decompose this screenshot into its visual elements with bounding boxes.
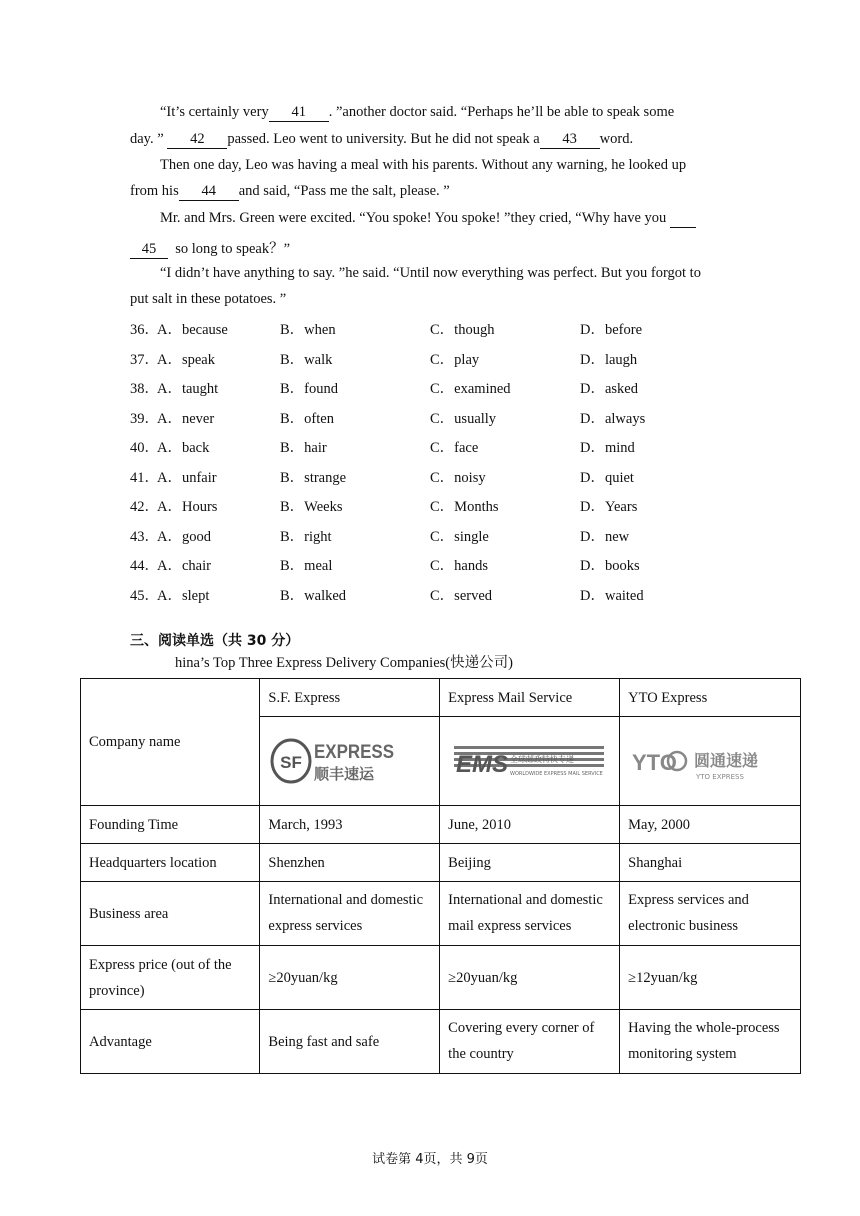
table-cell: ≥20yuan/kg xyxy=(440,946,620,1010)
passage-line-4 xyxy=(130,183,450,201)
option-d: D．laugh xyxy=(580,351,638,368)
passage-line-6 xyxy=(130,237,290,259)
table-cell: Shanghai xyxy=(620,844,801,882)
option-a: A．Hours xyxy=(157,499,218,515)
company-yto-name: YTO Express xyxy=(620,679,801,717)
option-a: A．never xyxy=(157,410,215,427)
option-d: D．asked xyxy=(580,381,638,397)
passage-text: Mr. and Mrs. Green were excited. “You spoke! You spoke! ”they cried, “Why have you xyxy=(160,210,667,226)
question-number: 44． xyxy=(130,558,159,574)
option-d: D．mind xyxy=(580,440,635,456)
option-d: D．books xyxy=(580,558,640,574)
option-b: B．meal xyxy=(280,558,333,574)
question-number: 39． xyxy=(130,410,159,427)
option-row xyxy=(130,407,750,427)
table-title: hina’s Top Three Express Delivery Companies(快递公司) xyxy=(175,655,513,671)
question-number: 37． xyxy=(130,351,159,368)
table-cell: June, 2010 xyxy=(440,806,620,844)
option-b: B．when xyxy=(280,322,336,338)
passage-line-5 xyxy=(160,210,696,228)
yto-logo xyxy=(628,734,768,788)
passage-line-7: “I didn’t have anything to say. ”he said. “Until now everything was perfect. But you forgot to xyxy=(160,265,701,281)
option-b: B．right xyxy=(280,528,332,545)
option-b: B．often xyxy=(280,410,334,427)
table-cell: Being fast and safe xyxy=(260,1010,440,1074)
table-cell: ≥12yuan/kg xyxy=(620,946,801,1010)
option-c: C．single xyxy=(430,528,489,545)
sf-logo xyxy=(268,734,398,788)
sf-logo-main: EXPRESS xyxy=(314,742,395,763)
yto-logo-sub: YTO EXPRESS xyxy=(696,773,745,781)
option-c: C．though xyxy=(430,322,495,338)
blank-41: 41 xyxy=(269,104,329,122)
option-row xyxy=(130,554,750,574)
company-name-label: Company name xyxy=(81,679,260,806)
option-c: C．served xyxy=(430,587,493,604)
question-number: 42． xyxy=(130,499,159,515)
row-label: Express price (out of the province) xyxy=(81,946,260,1010)
passage-text: word. xyxy=(599,131,634,147)
ems-logo-main: EMS xyxy=(456,751,509,778)
passage-line-2 xyxy=(130,131,633,149)
option-c: C．Months xyxy=(430,499,499,515)
section-heading: 三、阅读单选（共 30 分） xyxy=(130,633,300,649)
option-row xyxy=(130,495,750,515)
ems-logo-cell xyxy=(440,717,620,806)
table-cell: Shenzhen xyxy=(260,844,440,882)
option-b: B．found xyxy=(280,381,338,397)
passage-text: “It’s certainly very xyxy=(160,104,269,120)
option-d: D．waited xyxy=(580,587,644,604)
option-d: D．always xyxy=(580,410,646,427)
question-number: 43． xyxy=(130,528,159,545)
question-number: 45． xyxy=(130,587,159,604)
question-number: 40． xyxy=(130,440,159,456)
option-d: D．quiet xyxy=(580,469,634,486)
option-a: A．good xyxy=(157,528,211,545)
option-b: B．walk xyxy=(280,351,333,368)
option-a: A．unfair xyxy=(157,469,217,486)
passage-text: day. ” xyxy=(130,131,164,147)
option-row xyxy=(130,318,750,338)
table-cell: Covering every corner of the country xyxy=(440,1010,620,1074)
yto-logo-main: YTO xyxy=(632,750,677,775)
option-a: A．taught xyxy=(157,381,219,397)
table-cell: Beijing xyxy=(440,844,620,882)
passage-text: from his xyxy=(130,183,179,199)
option-b: B．walked xyxy=(280,587,347,604)
option-row xyxy=(130,348,750,368)
company-sf-name: S.F. Express xyxy=(260,679,440,717)
option-row xyxy=(130,584,750,604)
blank-45: 45 xyxy=(130,241,168,259)
option-d: D．before xyxy=(580,322,643,338)
ems-logo xyxy=(448,734,608,788)
option-row xyxy=(130,466,750,486)
question-number: 36． xyxy=(130,322,159,338)
page-footer: 试卷第 4页，共 9页 xyxy=(372,1152,488,1167)
table-cell: International and domestic express services xyxy=(260,882,440,946)
ems-logo-cn: 全球邮政特快专递 xyxy=(510,755,575,764)
row-label: Advantage xyxy=(81,1010,260,1074)
passage-text: passed. Leo went to university. But he did not speak a xyxy=(227,131,540,147)
blank-45-pre xyxy=(670,210,696,228)
table-cell: Express services and electronic business xyxy=(620,882,801,946)
sf-logo-cell xyxy=(260,717,440,806)
passage-text: so long to speak？” xyxy=(175,241,291,257)
option-b: B．strange xyxy=(280,469,347,486)
table-cell: Having the whole-process monitoring system xyxy=(620,1010,801,1074)
passage-line-1 xyxy=(160,104,674,122)
option-a: A．because xyxy=(157,322,228,338)
option-a: A．slept xyxy=(157,587,210,604)
option-a: A．chair xyxy=(157,558,211,574)
table-cell: May, 2000 xyxy=(620,806,801,844)
express-table xyxy=(80,678,801,1074)
blank-42: 42 xyxy=(167,131,227,149)
option-c: C．noisy xyxy=(430,469,486,486)
option-c: C．hands xyxy=(430,558,488,574)
question-number: 38． xyxy=(130,381,159,397)
option-row xyxy=(130,436,750,456)
option-c: C．play xyxy=(430,351,480,368)
passage-line-8: put salt in these potatoes. ” xyxy=(130,291,287,307)
blank-43: 43 xyxy=(540,131,600,149)
yto-logo-cell xyxy=(620,717,801,806)
option-d: D．Years xyxy=(580,499,638,515)
option-row xyxy=(130,525,750,545)
option-c: C．face xyxy=(430,440,479,456)
table-cell: March, 1993 xyxy=(260,806,440,844)
option-b: B．Weeks xyxy=(280,499,343,515)
option-row xyxy=(130,377,750,397)
blank-44: 44 xyxy=(179,183,239,201)
company-ems-name: Express Mail Service xyxy=(440,679,620,717)
row-label: Business area xyxy=(81,882,260,946)
sf-logo-cn: 顺丰速运 xyxy=(314,765,375,783)
yto-logo-cn: 圆通速递 xyxy=(694,751,759,770)
passage-text: and said, “Pass me the salt, please. ” xyxy=(238,183,450,199)
question-number: 41． xyxy=(130,469,159,486)
passage-text: . ”another doctor said. “Perhaps he’ll be able to speak some xyxy=(328,104,675,120)
row-label: Headquarters location xyxy=(81,844,260,882)
passage-line-3: Then one day, Leo was having a meal with his parents. Without any warning, he looked up xyxy=(160,157,687,173)
option-c: C．examined xyxy=(430,381,511,397)
table-cell: International and domestic mail express services xyxy=(440,882,620,946)
ems-logo-sub: WORLDWIDE EXPRESS MAIL SERVICE xyxy=(510,771,604,777)
sf-logo-mark: SF xyxy=(280,753,303,772)
option-a: A．back xyxy=(157,440,210,456)
option-c: C．usually xyxy=(430,410,497,427)
row-label: Founding Time xyxy=(81,806,260,844)
table-cell: ≥20yuan/kg xyxy=(260,946,440,1010)
option-b: B．hair xyxy=(280,440,327,456)
option-d: D．new xyxy=(580,528,630,545)
option-a: A．speak xyxy=(157,351,215,368)
